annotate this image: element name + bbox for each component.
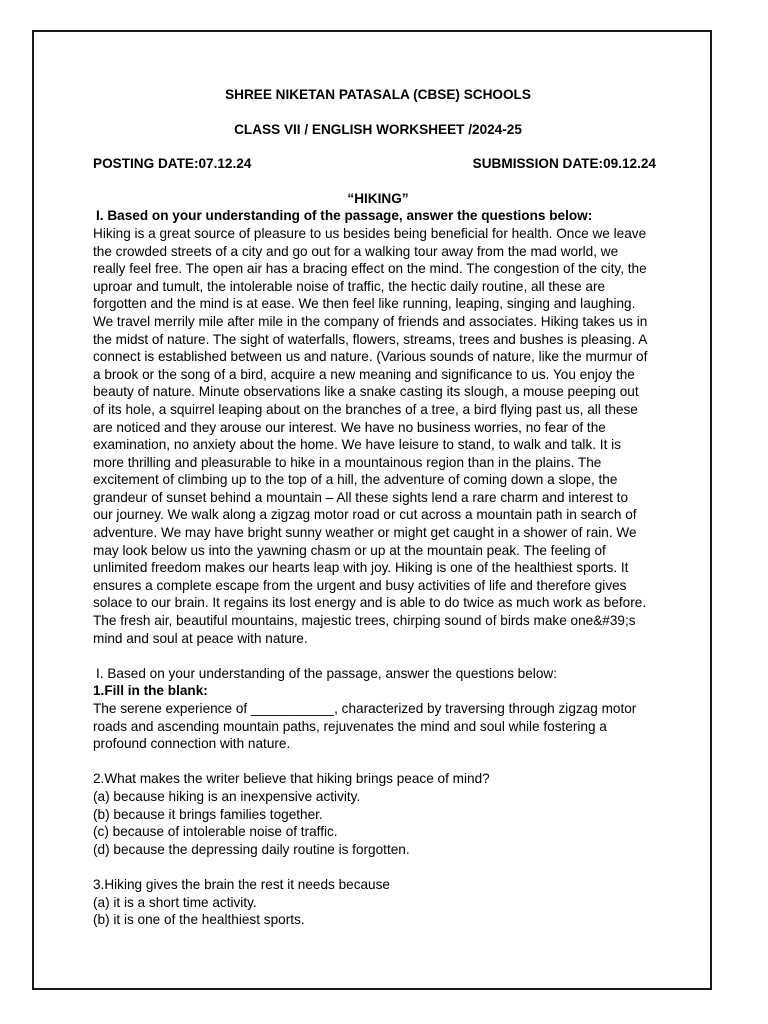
dates-row <box>93 155 656 173</box>
passage-line: examination, no anxiety about the home. We have leisure to stand, to walk and talk. It is <box>93 437 621 453</box>
worksheet-content <box>93 86 683 929</box>
passage-line: grandeur of sunset behind a mountain – All these sights lend a rare charm and interest to <box>93 489 629 505</box>
passage-line: excitement of climbing up to the top of a hill, the adventure of coming down a slope, the <box>93 472 618 488</box>
passage-line: Hiking is a great source of pleasure to us besides being beneficial for health. Once we leave <box>93 225 647 241</box>
passage-line: mind and soul at peace with nature. <box>93 630 308 646</box>
passage-line: ensures a complete escape from the urgent and busy activities of life and therefore gives <box>93 577 627 593</box>
questions-instruction: I. Based on your understanding of the passage, answer the questions below: <box>96 665 557 681</box>
spacer <box>93 647 683 665</box>
passage-body <box>93 225 678 647</box>
passage-line: uproar and tumult, the intolerable noise of traffic, the hectic daily routine, all these are <box>93 278 606 294</box>
question-3: 3.Hiking gives the brain the rest it needs because <box>93 876 390 892</box>
passage-line: adventure. We may have bright sunny weather or might get caught in a shower of rain. We <box>93 525 637 541</box>
question-2: 2.What makes the writer believe that hiking brings peace of mind? <box>93 771 490 787</box>
school-title: SHREE NIKETAN PATASALA (CBSE) SCHOOLS <box>225 87 531 102</box>
passage-line: unlimited freedom makes our hearts leap with joy. Hiking is one of the healthiest sports. It <box>93 560 629 576</box>
passage-line: our journey. We walk along a zigzag motor road or cut across a mountain path in search of <box>93 507 637 523</box>
passage-line: a brook or the song of a bird, acquire a new meaning and significance to us. You enjoy the <box>93 366 635 382</box>
question-2-option: (d) because the depressing daily routine is forgotten. <box>93 841 410 857</box>
passage-line: forgotten and the mind is at ease. We then feel like running, leaping, singing and laughing. <box>93 296 636 312</box>
passage-line: the crowded streets of a city and go out for a walking tour away from the mad world, we <box>93 243 619 259</box>
passage-line: are noticed and they arouse our interest. We have no business worries, no fear of the <box>93 419 606 435</box>
question-3-option: (a) it is a short time activity. <box>93 894 257 910</box>
question-1-heading: 1.Fill in the blank: <box>93 683 208 699</box>
passage-instruction: I. Based on your understanding of the passage, answer the questions below: <box>96 208 593 224</box>
question-1-line: roads and ascending mountain paths, rejuvenates the mind and soul while fostering a <box>93 718 607 734</box>
passage-line: beauty of nature. Minute observations like a snake casting its slough, a mouse peeping out <box>93 384 639 400</box>
question-1-line: The serene experience of ___________, characterized by traversing through zigzag motor <box>93 701 637 716</box>
question-2-option: (b) because it brings families together. <box>93 806 323 822</box>
posting-date: POSTING DATE:07.12.24 <box>93 156 252 172</box>
class-title: CLASS VII / ENGLISH WORKSHEET /2024-25 <box>234 121 522 137</box>
passage-line: solace to our brain. It regains its lost energy and is able to do twice as much work as before. <box>93 595 647 611</box>
spacer <box>93 753 683 771</box>
passage-line: the midst of nature. The sight of waterfalls, flowers, streams, trees and bushes is pleasing. A <box>93 331 648 347</box>
passage-line: The fresh air, beautiful mountains, majestic trees, chirping sound of birds make one&#39;s <box>93 613 636 629</box>
passage-line: really feel free. The open air has a bracing effect on the mind. The congestion of the city, the <box>93 261 647 277</box>
question-2-option: (c) because of intolerable noise of traffic. <box>93 824 338 840</box>
passage-line: connect is established between us and nature. (Various sounds of nature, like the murmur of <box>93 349 648 365</box>
passage-line: of its hole, a squirrel leaping about on the branches of a tree, a bird flying past us, all these <box>93 401 638 417</box>
question-3-option: (b) it is one of the healthiest sports. <box>93 912 305 928</box>
passage-title: “HIKING” <box>347 190 409 206</box>
question-2-option: (a) because hiking is an inexpensive activity. <box>93 788 361 804</box>
submission-date: SUBMISSION DATE:09.12.24 <box>472 156 656 172</box>
spacer <box>93 858 683 876</box>
question-1-line: profound connection with nature. <box>93 736 291 752</box>
passage-line: We travel merrily mile after mile in the company of friends and associates. Hiking takes us in <box>93 313 648 329</box>
passage-line: more thrilling and pleasurable to hike in a mountainous region than in the plains. The <box>93 454 602 470</box>
passage-line: may look below us into the yawning chasm or up at the mountain peak. The feeling of <box>93 542 606 558</box>
